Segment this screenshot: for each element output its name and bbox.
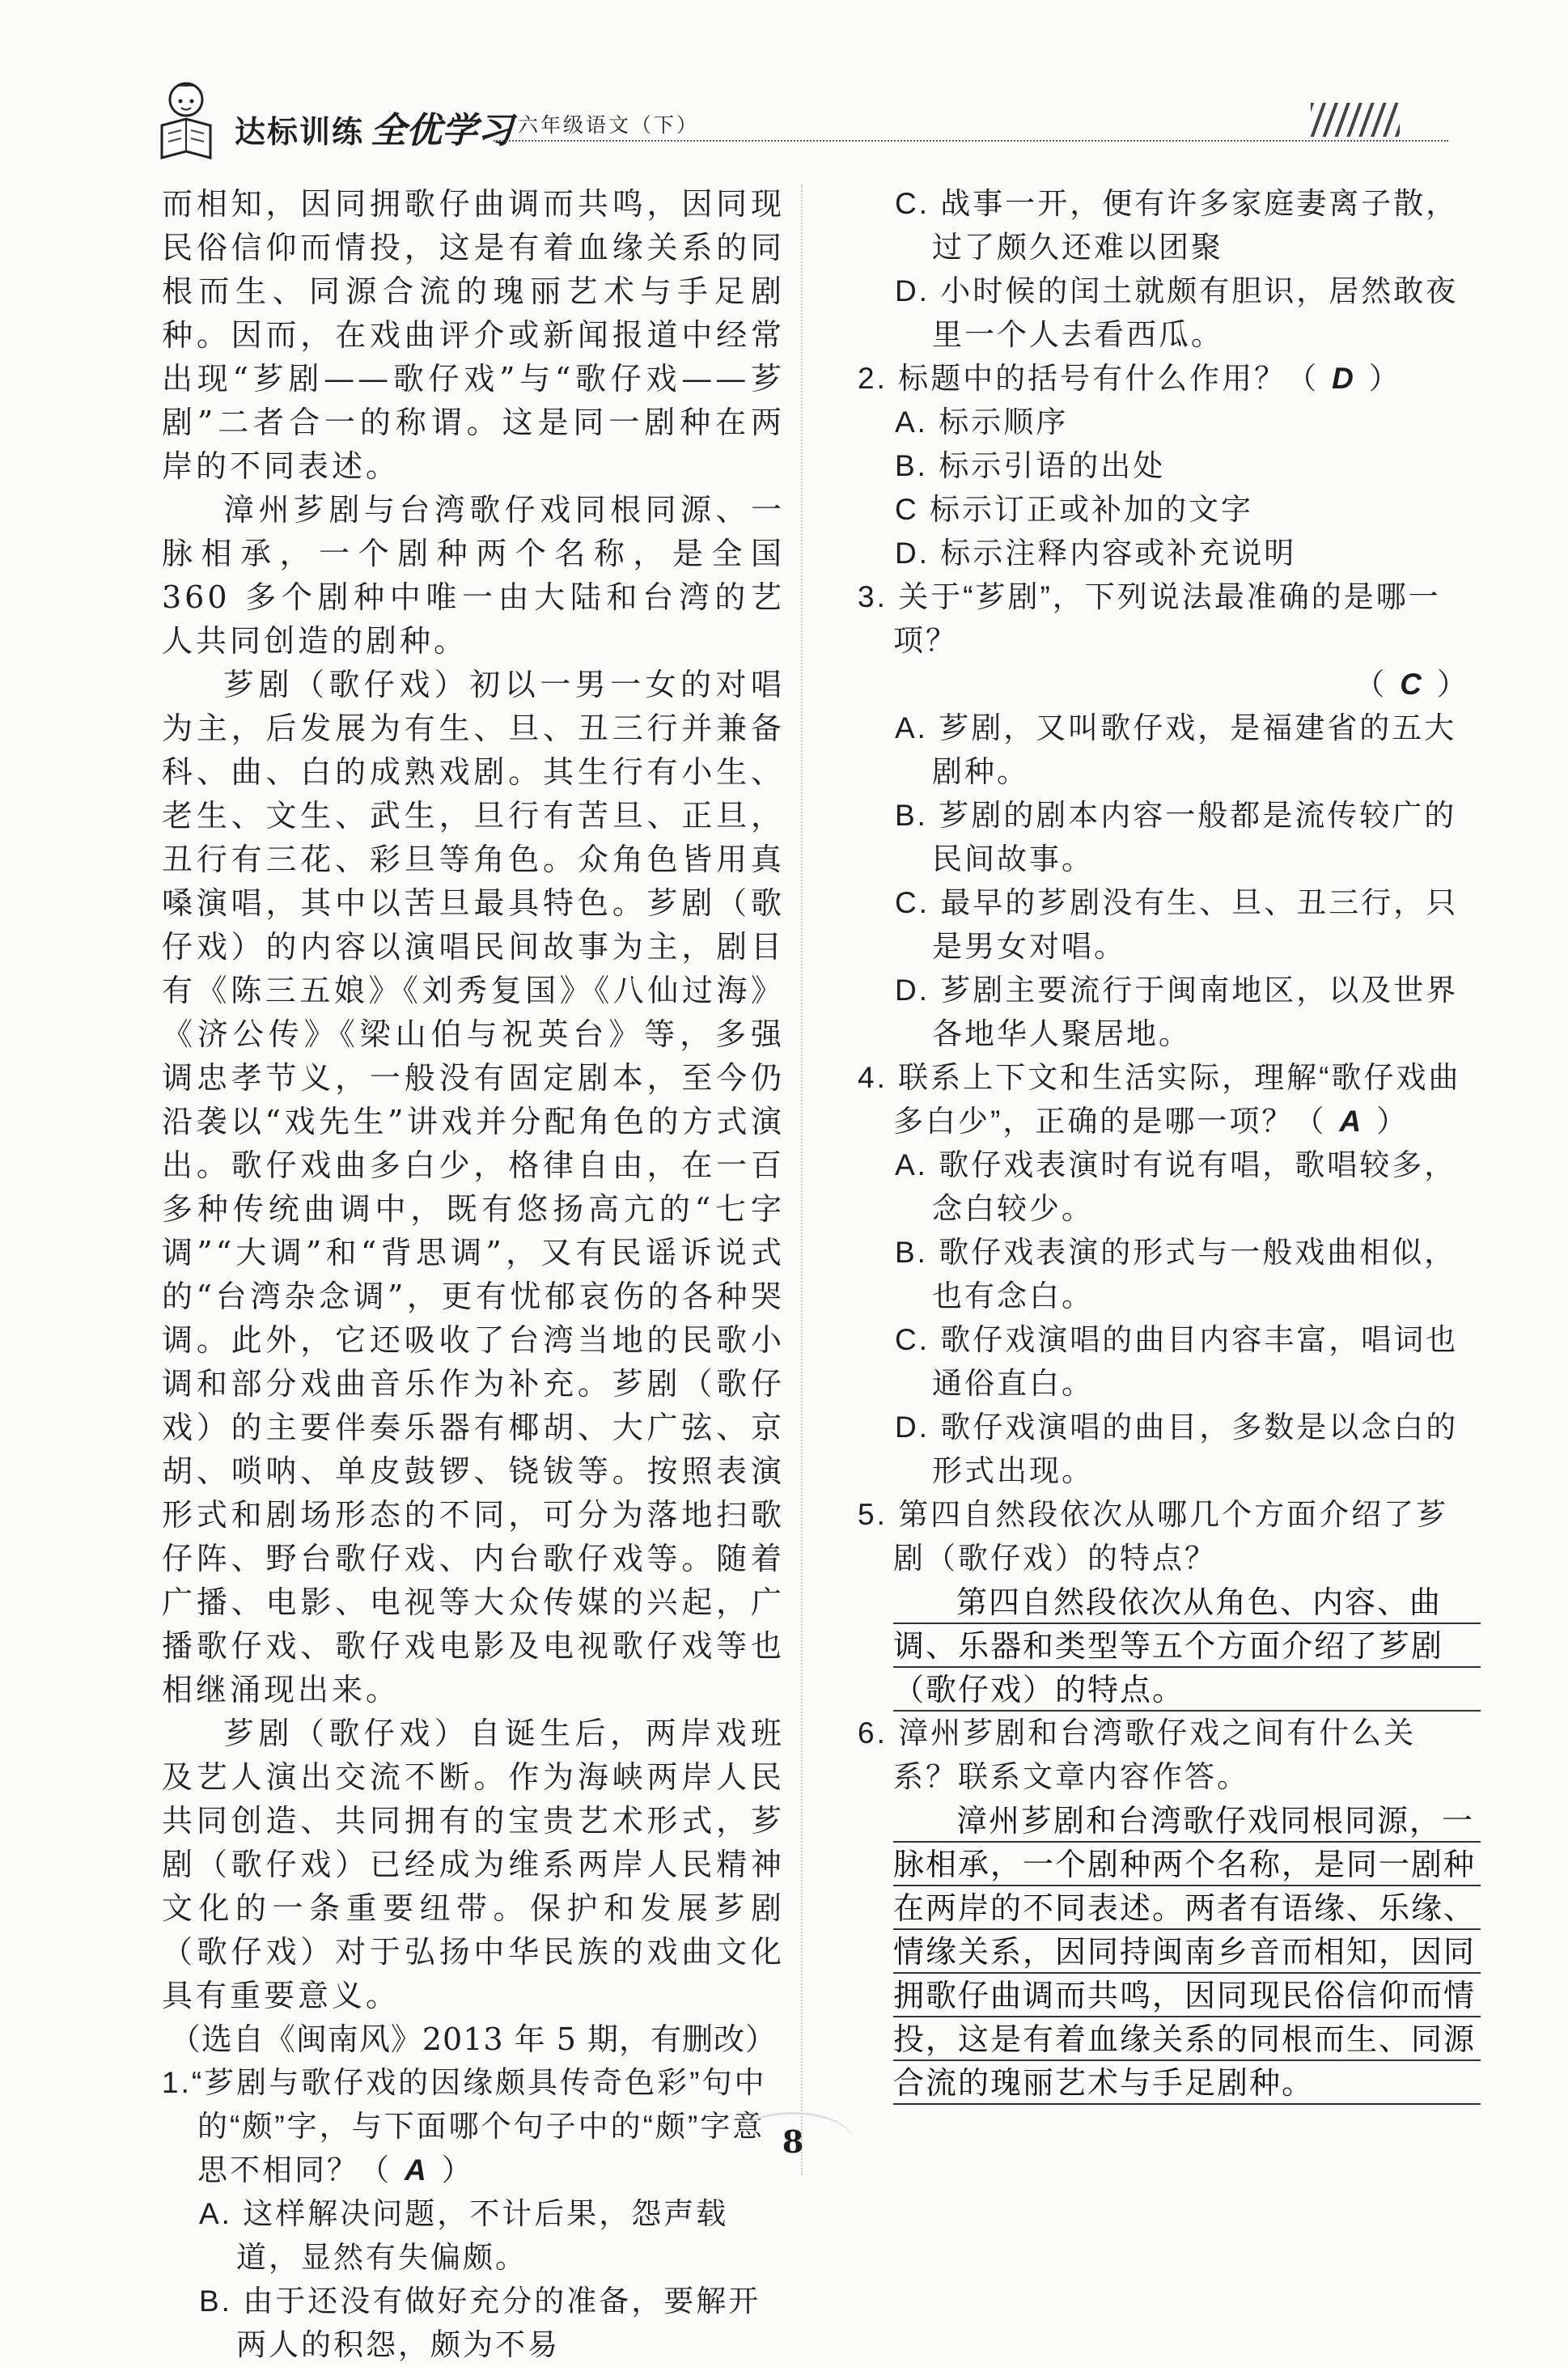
question-1-option: C. 战事一开，便有许多家庭妻离子散，过了颇久还难以团聚 [895, 187, 1459, 264]
question-2-option: B. 标示引语的出处 [895, 449, 1166, 482]
hatch-decoration [1311, 103, 1400, 137]
question-3-option: A. 芗剧，又叫歌仔戏，是福建省的五大剧种。 [895, 711, 1457, 788]
question-3-option: C. 最早的芗剧没有生、旦、丑三行，只是男女对唱。 [895, 886, 1459, 963]
question-1-answer: A [405, 2153, 429, 2187]
question-3: 3. 关于“芗剧”，下列说法最准确的是哪一项？ [858, 580, 1441, 657]
question-2: 2. 标题中的括号有什么作用？（ D ） [858, 362, 1401, 395]
brand-title-a: 达标训练 [235, 114, 365, 150]
question-5-answer: 第四自然段依次从角色、内容、曲调、乐器和类型等五个方面介绍了芗剧（歌仔戏）的特点。 [893, 1580, 1481, 1712]
column-divider [801, 185, 803, 2175]
question-2-stem: 2. 标题中的括号有什么作用？（ [858, 362, 1320, 395]
article-source: （选自《闽南风》2013 年 5 期，有删改） [169, 2021, 777, 2057]
question-3-answer: C [1400, 668, 1424, 701]
right-column [858, 182, 1481, 2105]
article-paragraph: 芗剧（歌仔戏）自诞生后，两岸戏班及艺人演出交流不断。作为海峡两岸人民共同创造、共同拥有的宝贵艺术形式，芗剧（歌仔戏）已经成为维系两岸人民精神文化的一条重要纽带。保护和发展芗剧（歌仔戏）对于弘扬中华民族的戏曲文化具有重要意义。 [162, 1716, 785, 2013]
question-4-option: C. 歌仔戏演唱的曲目内容丰富，唱词也通俗直白。 [895, 1323, 1459, 1400]
question-5: 5. 第四自然段依次从哪几个方面介绍了芗剧（歌仔戏）的特点？ [858, 1498, 1449, 1575]
article-paragraph: 而相知，因同拥歌仔曲调而共鸣，因同现民俗信仰而情投，这是有着血缘关系的同根而生、同源合流的瑰丽艺术与手足剧种。因而，在戏曲评介或新闻报道中经常出现“芗剧——歌仔戏”与“歌仔戏——芗剧”二者合一的称谓。这是同一剧种在两岸的不同表述。 [162, 186, 785, 484]
question-3-option: D. 芗剧主要流行于闽南地区，以及世界各地华人聚居地。 [895, 974, 1459, 1050]
question-1: 1.“芗剧与歌仔戏的因缘颇具传奇色彩”句中的“颇”字，与下面哪个句子中的“颇”字意思不相同？（ A ） [162, 2066, 767, 2187]
question-3-answer-line: （ C ） [1354, 668, 1469, 701]
question-2-option: C 标示订正或补加的文字 [895, 493, 1253, 526]
header-rule [494, 140, 1448, 142]
page-header [154, 77, 1448, 166]
question-1-option: B. 由于还没有做好充分的准备，要解开两人的积怨，颇为不易 [199, 2284, 761, 2361]
page-number: 8 [782, 2123, 804, 2160]
question-1-stem: 1.“芗剧与歌仔戏的因缘颇具传奇色彩”句中的“颇”字，与下面哪个句子中的“颇”字意思不相同？（ [162, 2066, 767, 2187]
question-2-answer: D [1332, 362, 1356, 395]
brand-title [235, 101, 513, 153]
question-1-option: A. 这样解决问题，不计后果，怨声载道，显然有失偏颇。 [199, 2197, 729, 2274]
question-6-answer: 漳州芗剧和台湾歌仔戏同根同源，一脉相承，一个剧种两个名称，是同一剧种在两岸的不同表述。两者有语缘、乐缘、情缘关系，因同持闽南乡音而相知，因同拥歌仔曲调而共鸣，因同现民俗信仰而情投，这是有着血缘关系的同根而生、同源合流的瑰丽艺术与手足剧种。 [893, 1799, 1481, 2105]
question-6: 6. 漳州芗剧和台湾歌仔戏之间有什么关系？联系文章内容作答。 [858, 1716, 1417, 1793]
question-1-option: D. 小时候的闰土就颇有胆识，居然敢夜里一个人去看西瓜。 [895, 274, 1459, 351]
question-4-option: D. 歌仔戏演唱的曲目，多数是以念白的形式出现。 [895, 1410, 1459, 1487]
subject-label: 六年级语文（下） [518, 113, 700, 137]
question-4-stem: 4. 联系上下文和生活实际，理解“歌仔戏曲多白少”，正确的是哪一项？（ [858, 1061, 1461, 1138]
question-4: 4. 联系上下文和生活实际，理解“歌仔戏曲多白少”，正确的是哪一项？（ A ） [858, 1061, 1461, 1138]
article-paragraph: 漳州芗剧与台湾歌仔戏同根同源、一脉相承，一个剧种两个名称，是全国 360 多个剧种中唯一由大陆和台湾的艺人共同创造的剧种。 [162, 492, 785, 659]
question-4-answer: A [1339, 1105, 1364, 1138]
left-column [162, 182, 785, 2367]
question-2-option: A. 标示顺序 [895, 405, 1069, 439]
article-paragraph: 芗剧（歌仔戏）初以一男一女的对唱为主，后发展为有生、旦、丑三行并兼备科、曲、白的成熟戏剧。其生行有小生、老生、文生、武生，旦行有苦旦、正旦，丑行有三花、彩旦等角色。众角色皆用真嗓演唱，其中以苦旦最具特色。芗剧（歌仔戏）的内容以演唱民间故事为主，剧目有《陈三五娘》《刘秀复国》《八仙过海》《济公传》《梁山伯与祝英台》等，多强调忠孝节义，一般没有固定剧本，至今仍沿袭以“戏先生”讲戏并分配角色的方式演出。歌仔戏曲多白少，格律自由，在一百多种传统曲调中，既有悠扬高亢的“七字调”“大调”和“背思调”，又有民谣诉说式的“台湾杂念调”，更有忧郁哀伤的各种哭调。此外，它还吸收了台湾当地的民歌小调和部分戏曲音乐作为补充。芗剧（歌仔戏）的主要伴奏乐器有椰胡、大广弦、京胡、唢呐、单皮鼓锣、铙钹等。按照表演形式和剧场形态的不同，可分为落地扫歌仔阵、野台歌仔戏、内台歌仔戏等。随着广播、电影、电视等大众传媒的兴起，广播歌仔戏、歌仔戏电影及电视歌仔戏等也相继涌现出来。 [162, 667, 785, 1707]
question-2-option: D. 标示注释内容或补充说明 [895, 537, 1297, 570]
question-3-option: B. 芗剧的剧本内容一般都是流传较广的民间故事。 [895, 799, 1457, 876]
reading-child-icon [154, 77, 243, 166]
brand-title-b: 全优学习 [371, 110, 514, 151]
question-4-option: A. 歌仔戏表演时有说有唱，歌唱较多，念白较少。 [895, 1148, 1457, 1225]
question-4-option: B. 歌仔戏表演的形式与一般戏曲相似，也有念白。 [895, 1236, 1457, 1313]
